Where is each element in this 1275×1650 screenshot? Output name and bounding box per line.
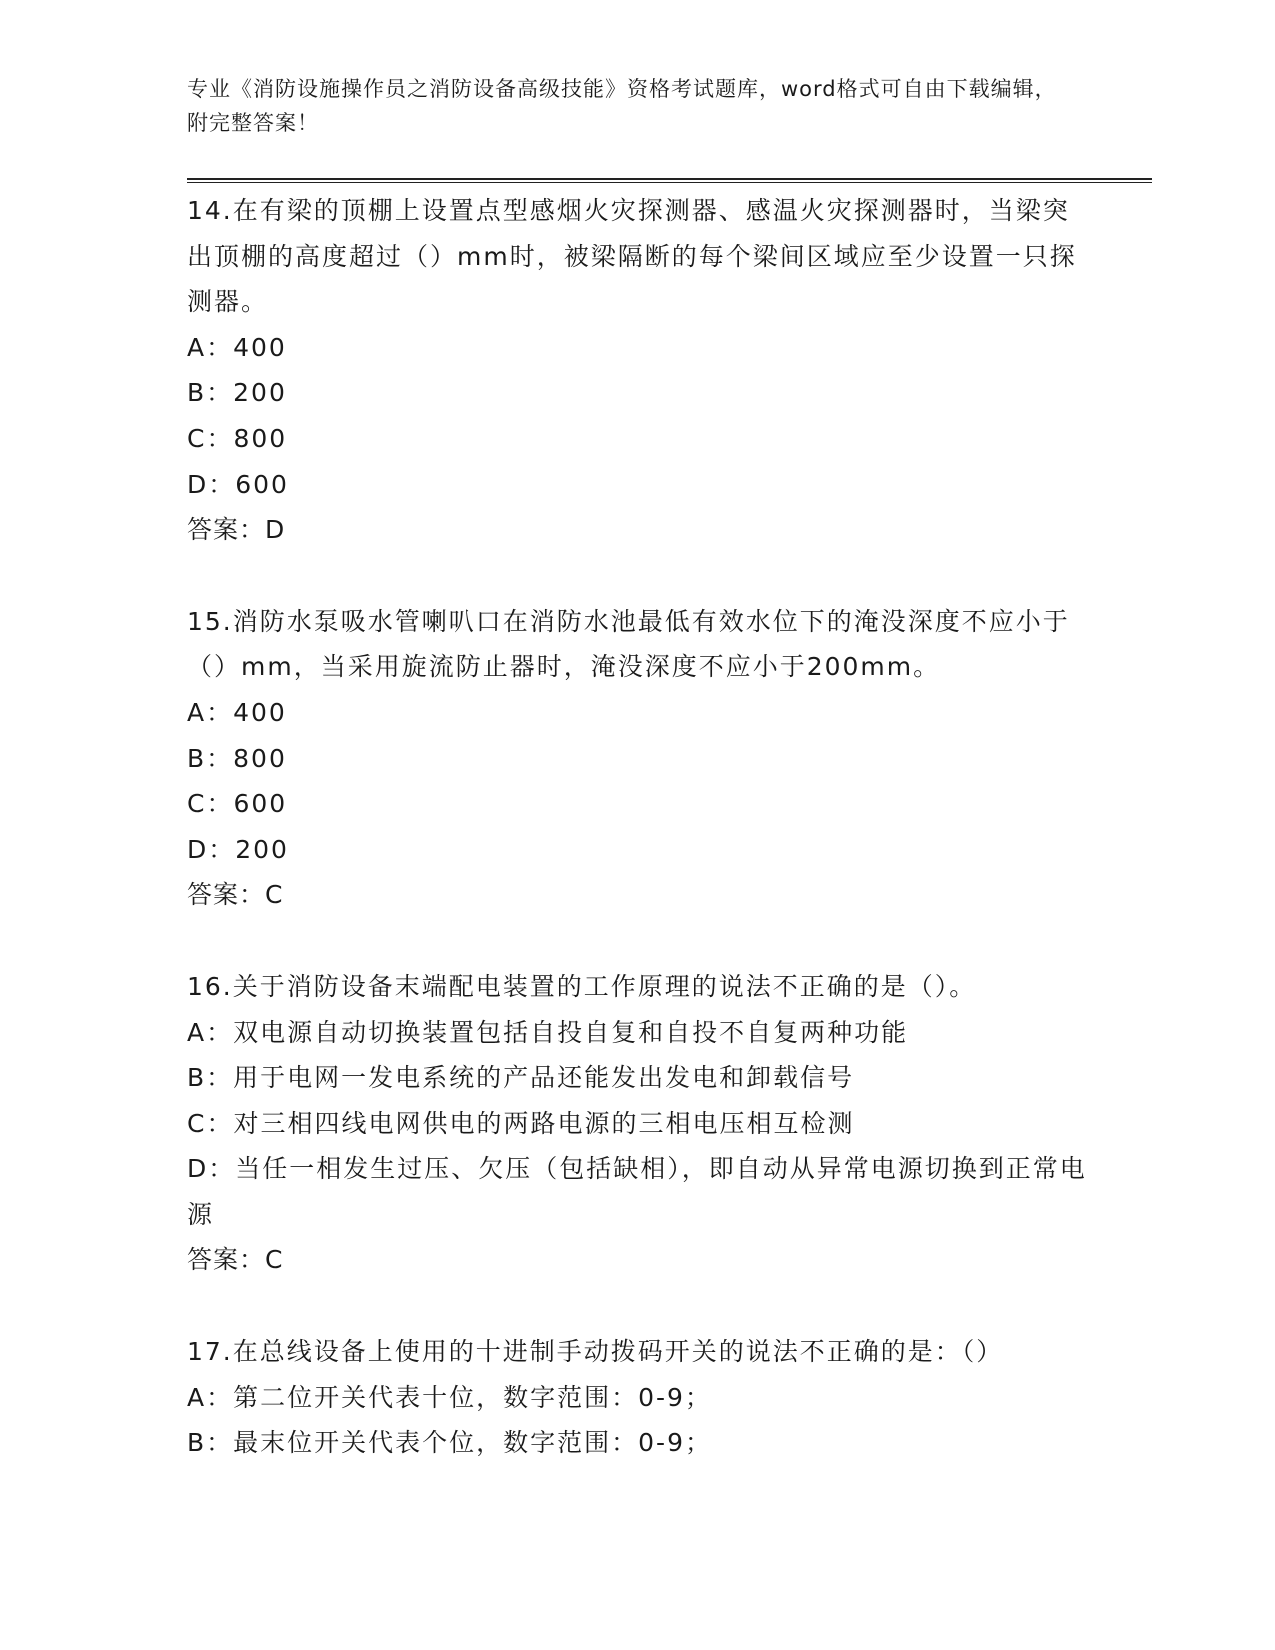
answer: 答案：C	[187, 880, 284, 910]
option-a: A：双电源自动切换装置包括自投自复和自投不自复两种功能	[187, 1017, 909, 1047]
option-d: D：200	[187, 834, 289, 864]
question-text: 14.在有梁的顶棚上设置点型感烟火灾探测器、感温火灾探测器时，当梁突出顶棚的高度超过（）mm时，被梁隔断的每个梁间区域应至少设置一只探测器。	[187, 196, 1077, 317]
option-b: B：最末位开关代表个位，数字范围：0-9；	[187, 1428, 712, 1458]
question-15	[187, 599, 1087, 918]
header-divider	[187, 178, 1152, 183]
option-c: C：600	[187, 789, 288, 819]
answer: 答案：C	[187, 1245, 284, 1275]
question-text: 17.在总线设备上使用的十进制手动拨码开关的说法不正确的是：（）	[187, 1337, 1004, 1367]
question-16	[187, 964, 1087, 1283]
question-text: 16.关于消防设备末端配电装置的工作原理的说法不正确的是（）。	[187, 971, 977, 1001]
option-a: A：400	[187, 332, 287, 362]
question-text: 15.消防水泵吸水管喇叭口在消防水池最低有效水位下的淹没深度不应小于（）mm，当采用旋流防止器时，淹没深度不应小于200mm。	[187, 606, 1070, 682]
question-list	[187, 188, 1087, 1512]
question-14	[187, 188, 1087, 553]
option-d: D：600	[187, 469, 289, 499]
option-d: D：当任一相发生过压、欠压（包括缺相），即自动从异常电源切换到正常电源	[187, 1154, 1087, 1229]
option-a: A：第二位开关代表十位，数字范围：0-9；	[187, 1382, 712, 1412]
document-header: 专业《消防设施操作员之消防设备高级技能》资格考试题库，word格式可自由下载编辑，附完整答案！	[187, 77, 1057, 135]
option-c: C：800	[187, 423, 288, 453]
question-17	[187, 1329, 1087, 1466]
option-b: B：200	[187, 378, 287, 408]
option-a: A：400	[187, 697, 287, 727]
option-b: B：用于电网一发电系统的产品还能发出发电和卸载信号	[187, 1063, 855, 1093]
option-c: C：对三相四线电网供电的两路电源的三相电压相互检测	[187, 1108, 855, 1138]
answer: 答案：D	[187, 515, 286, 545]
option-b: B：800	[187, 743, 287, 773]
